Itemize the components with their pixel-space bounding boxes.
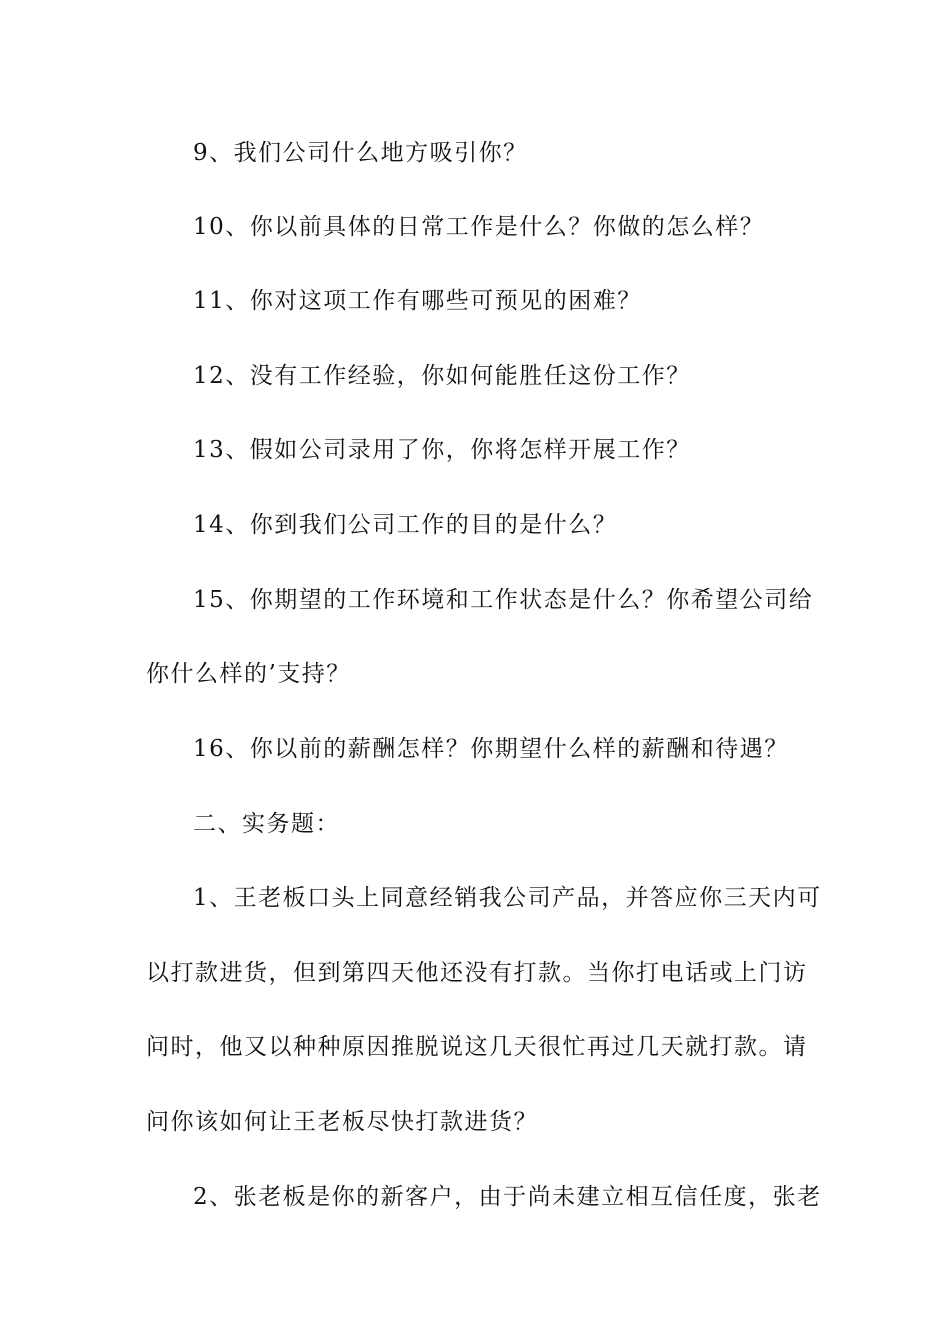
question-10: 10、你以前具体的日常工作是什么？你做的怎么样？ <box>193 214 765 240</box>
practical-2-line-1: 2、张老板是你的新客户，由于尚未建立相互信任度，张老 <box>193 1184 822 1210</box>
question-16: 16、你以前的薪酬怎样？你期望什么样的薪酬和待遇？ <box>193 736 789 762</box>
practical-1-line-4: 问你该如何让王老板尽快打款进货？ <box>146 1109 538 1135</box>
question-14: 14、你到我们公司工作的目的是什么？ <box>193 512 618 538</box>
question-11: 11、你对这项工作有哪些可预见的困难？ <box>193 288 642 314</box>
question-9: 9、我们公司什么地方吸引你？ <box>193 140 528 166</box>
practical-1-line-1: 1、王老板口头上同意经销我公司产品，并答应你三天内可 <box>193 885 822 911</box>
question-15-line-2: 你什么样的’支持？ <box>146 661 351 687</box>
question-15-line-1: 15、你期望的工作环境和工作状态是什么？你希望公司给 <box>193 587 814 613</box>
practical-1-line-2: 以打款进货，但到第四天他还没有打款。当你打电话或上门访 <box>146 960 808 986</box>
section-heading: 二、实务题： <box>193 811 340 837</box>
practical-1-line-3: 问时，他又以种种原因推脱说这几天很忙再过几天就打款。请 <box>146 1034 808 1060</box>
question-12: 12、没有工作经验，你如何能胜任这份工作？ <box>193 363 691 389</box>
question-13: 13、假如公司录用了你，你将怎样开展工作？ <box>193 437 691 463</box>
